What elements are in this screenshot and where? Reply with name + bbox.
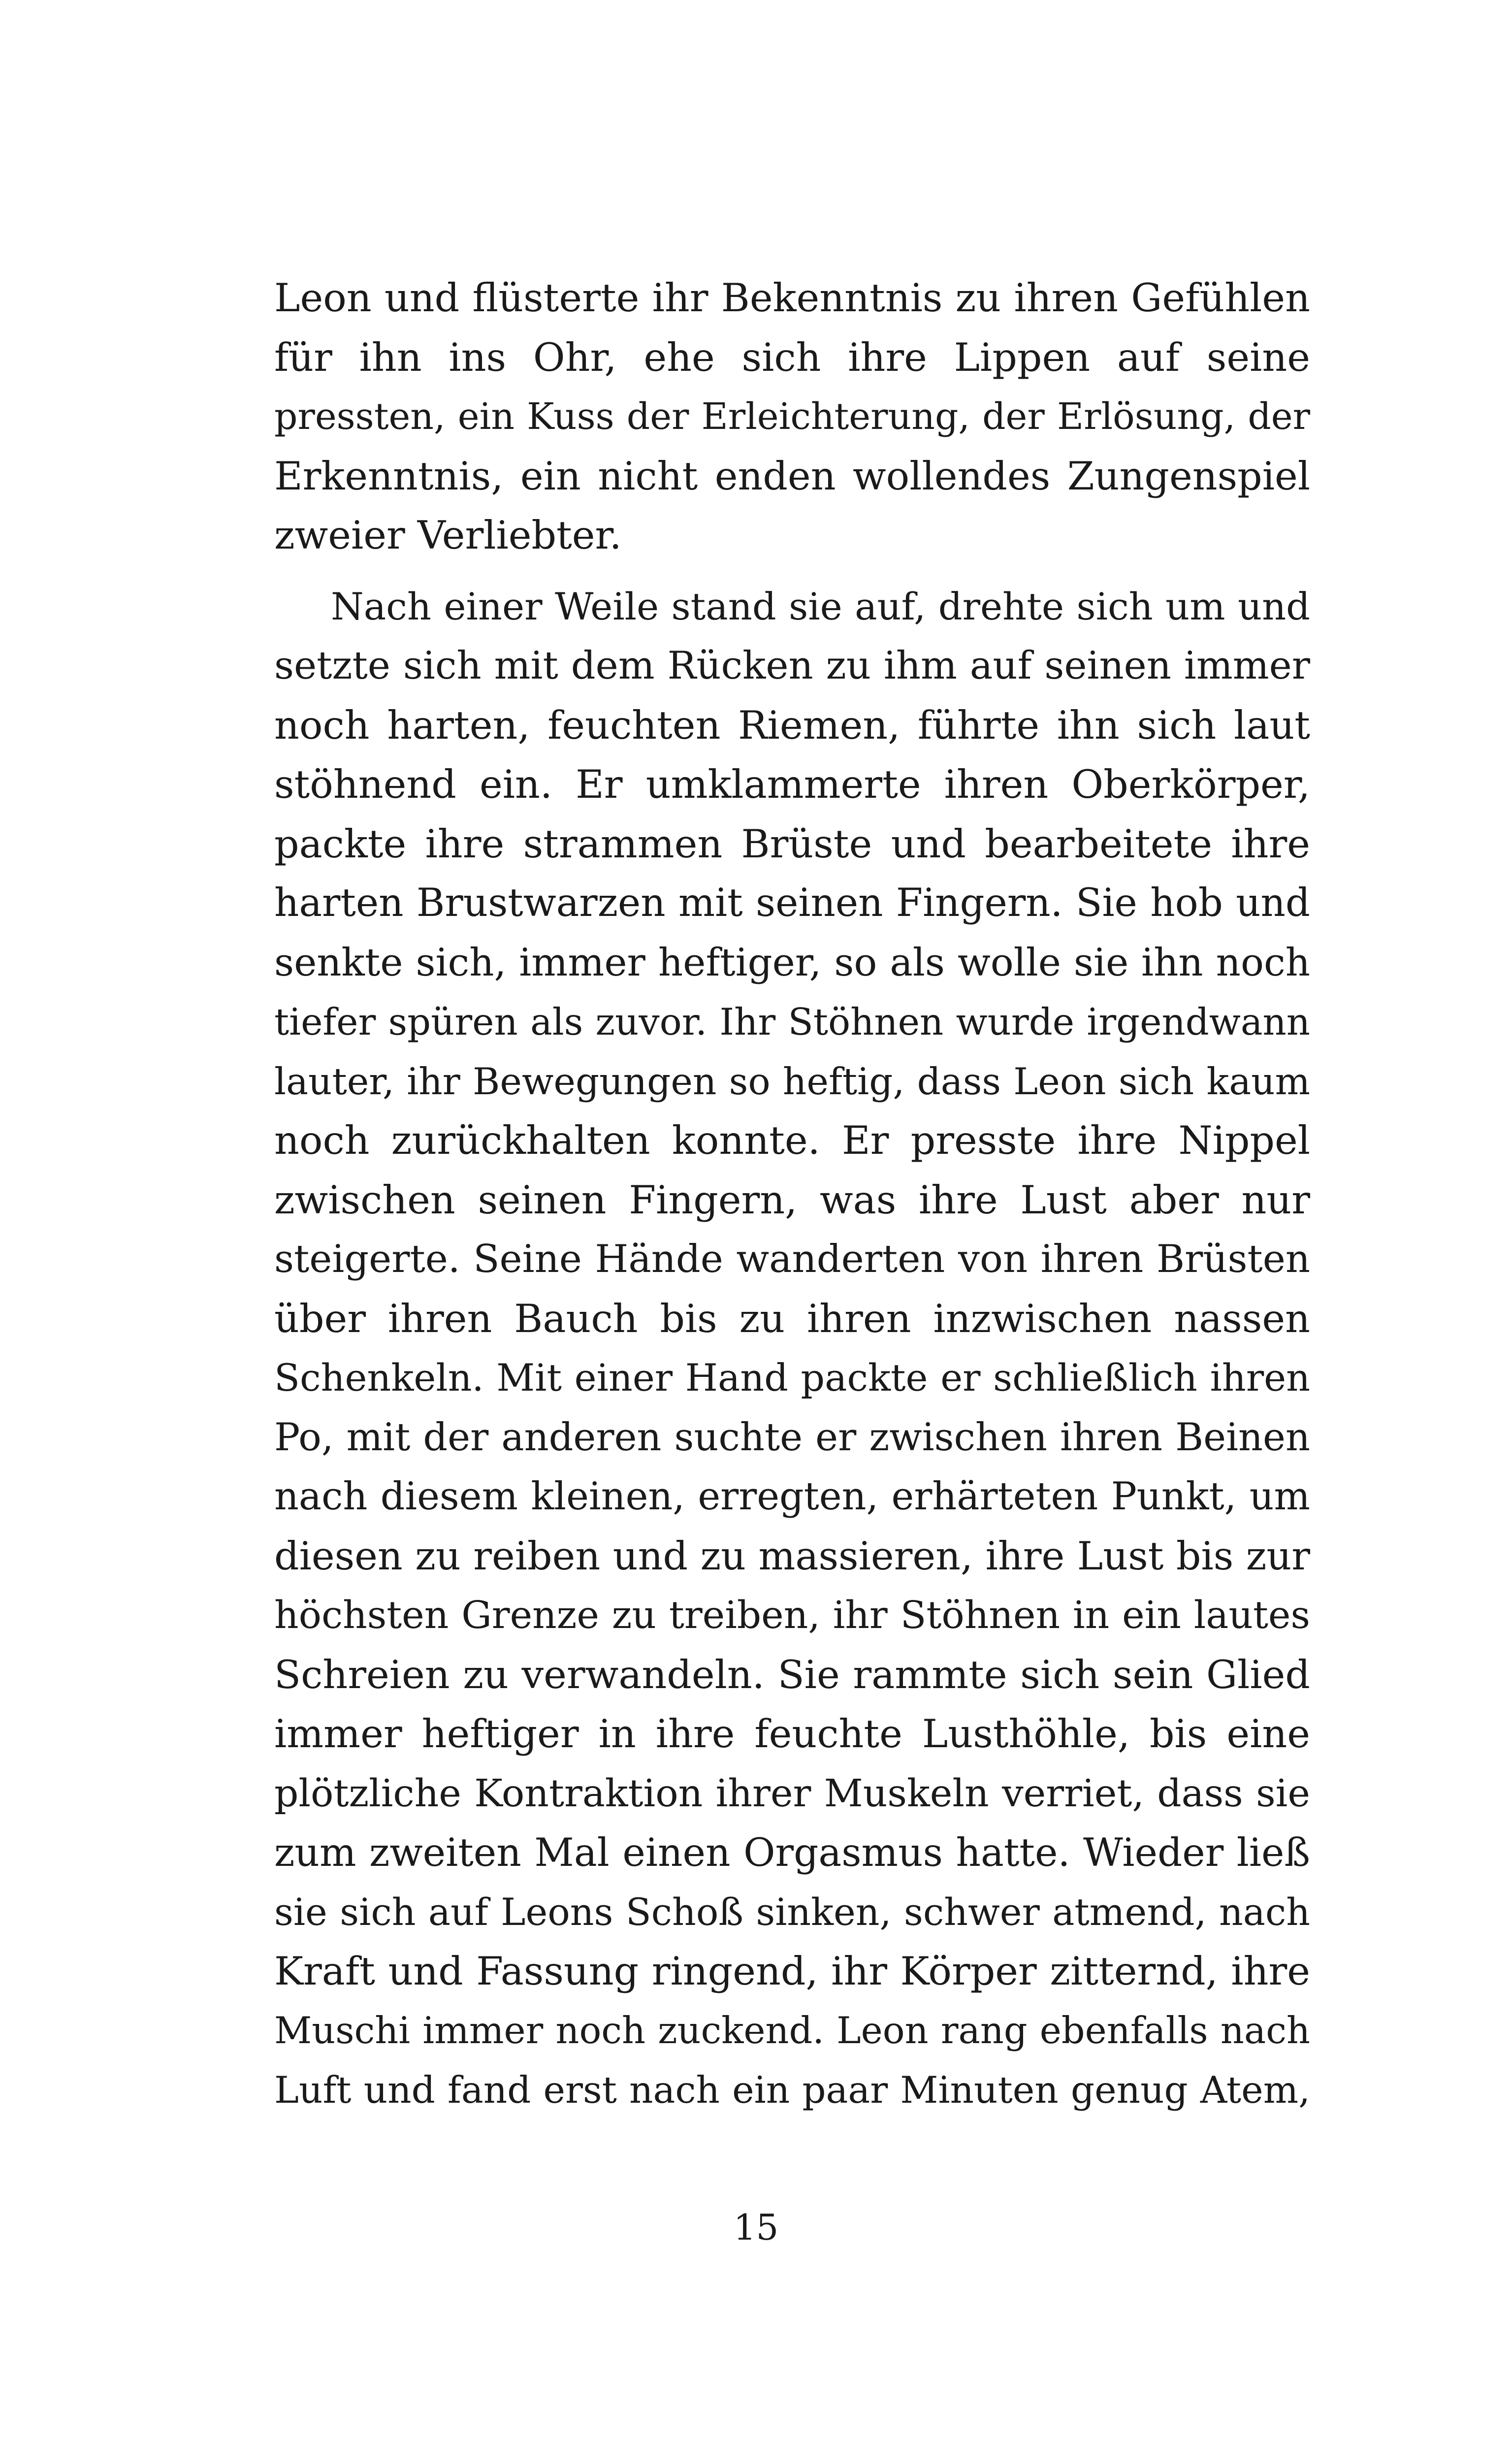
text-line: diesen zu reiben und zu massieren, ihre Lust bis zur (274, 1533, 1310, 1579)
text-line: noch zurückhalten konnte. Er presste ihre Nippel (274, 1118, 1310, 1163)
text-line: setzte sich mit dem Rücken zu ihm auf seinen immer (274, 644, 1310, 688)
text-line: Kraft und Fassung ringend, ihr Körper zitternd, ihre (274, 1949, 1310, 1994)
page-number: 15 (733, 2207, 779, 2248)
text-line: zweier Verliebter. (274, 513, 622, 558)
text-line: Erkenntnis, ein nicht enden wollendes Zungenspiel (274, 453, 1310, 499)
text-line: sie sich auf Leons Schoß sinken, schwer atmend, nach (274, 1890, 1310, 1934)
text-line: immer heftiger in ihre feuchte Lusthöhle, bis eine (274, 1711, 1310, 1757)
text-line: Muschi immer noch zuckend. Leon rang ebenfalls nach (274, 2009, 1310, 2052)
text-line: Leon und flüsterte ihr Bekenntnis zu ihren Gefühlen (274, 275, 1310, 321)
text-line: nach diesem kleinen, erregten, erhärteten Punkt, um (274, 1474, 1310, 1519)
text-line: zum zweiten Mal einen Orgasmus hatte. Wieder ließ (274, 1830, 1310, 1875)
text-line: Nach einer Weile stand sie auf, drehte sich um und (331, 584, 1310, 628)
text-line: stöhnend ein. Er umklammerte ihren Oberkörper, (274, 762, 1310, 807)
paragraph (274, 268, 1310, 565)
text-line: lauter, ihr Bewegungen so heftig, dass Leon sich kaum (274, 1059, 1310, 1103)
body-text (274, 268, 1310, 2120)
text-line: höchsten Grenze zu treiben, ihr Stöhnen in ein lautes (274, 1593, 1310, 1637)
paragraph (274, 577, 1310, 2120)
text-line: Schenkeln. Mit einer Hand packte er schließlich ihren (274, 1356, 1310, 1400)
text-line: noch harten, feuchten Riemen, führte ihn sich laut (274, 702, 1310, 748)
text-line: plötzliche Kontraktion ihrer Muskeln verriet, dass sie (274, 1771, 1310, 1816)
text-line: packte ihre strammen Brüste und bearbeitete ihre (274, 821, 1310, 867)
text-line: Luft und fand erst nach ein paar Minuten genug Atem, (274, 2068, 1310, 2112)
text-line: pressten, ein Kuss der Erleichterung, der Erlösung, der (274, 395, 1310, 438)
text-line: Po, mit der anderen suchte er zwischen ihren Beinen (274, 1415, 1310, 1460)
text-line: steigerte. Seine Hände wanderten von ihren Brüsten (274, 1237, 1310, 1281)
text-line: Schreien zu verwandeln. Sie rammte sich sein Glied (274, 1652, 1310, 1697)
text-line: zwischen seinen Fingern, was ihre Lust aber nur (274, 1177, 1310, 1223)
text-line: tiefer spüren als zuvor. Ihr Stöhnen wurde irgendwann (274, 1000, 1310, 1043)
text-line: über ihren Bauch bis zu ihren inzwischen nassen (274, 1296, 1310, 1341)
text-line: harten Brustwarzen mit seinen Fingern. Sie hob und (274, 880, 1310, 925)
text-line: für ihn ins Ohr, ehe sich ihre Lippen auf seine (274, 334, 1310, 380)
paragraph-spacer (274, 565, 1310, 577)
text-line: senkte sich, immer heftiger, so als wolle sie ihn noch (274, 940, 1310, 985)
